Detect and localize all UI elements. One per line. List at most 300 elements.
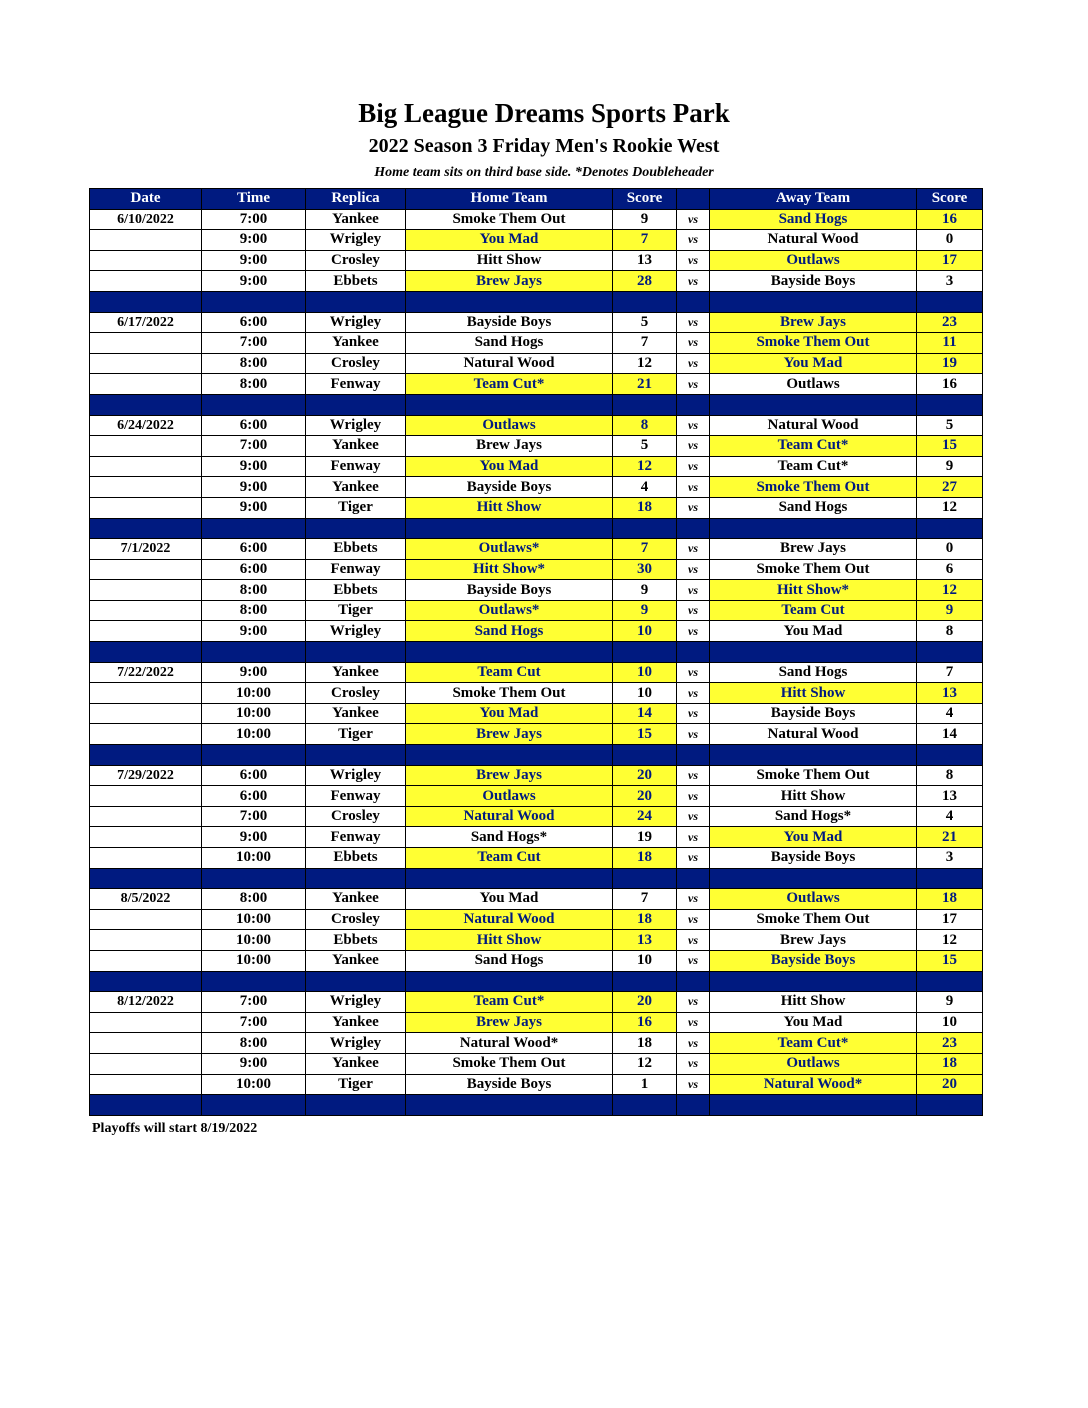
vs-label: vs — [677, 539, 710, 560]
game-row — [90, 580, 983, 601]
game-replica: Yankee — [306, 209, 406, 230]
separator-cell — [406, 745, 613, 766]
away-score: 9 — [917, 992, 983, 1013]
game-row — [90, 703, 983, 724]
game-replica: Wrigley — [306, 621, 406, 642]
vs-label: vs — [677, 477, 710, 498]
header-row — [90, 189, 983, 210]
home-team: Natural Wood — [406, 806, 613, 827]
away-score: 8 — [917, 621, 983, 642]
away-team: Sand Hogs — [710, 497, 917, 518]
home-score: 9 — [613, 600, 677, 621]
game-replica: Crosley — [306, 683, 406, 704]
game-row — [90, 724, 983, 745]
game-time: 10:00 — [202, 950, 306, 971]
away-score: 4 — [917, 703, 983, 724]
game-row — [90, 786, 983, 807]
game-time: 6:00 — [202, 559, 306, 580]
away-team: Outlaws — [710, 1053, 917, 1074]
away-team: Outlaws — [710, 374, 917, 395]
separator-cell — [917, 868, 983, 889]
home-team: Smoke Them Out — [406, 1053, 613, 1074]
away-score: 12 — [917, 580, 983, 601]
game-date — [90, 1074, 202, 1095]
separator-cell — [917, 518, 983, 539]
separator-cell — [677, 868, 710, 889]
home-score: 15 — [613, 724, 677, 745]
home-team: Sand Hogs — [406, 333, 613, 354]
game-date — [90, 353, 202, 374]
home-score: 13 — [613, 250, 677, 271]
separator-cell — [90, 868, 202, 889]
home-team: Bayside Boys — [406, 580, 613, 601]
game-time: 8:00 — [202, 1033, 306, 1054]
game-date — [90, 333, 202, 354]
col-date: Date — [90, 189, 202, 210]
away-score: 20 — [917, 1074, 983, 1095]
game-replica: Yankee — [306, 477, 406, 498]
separator-cell — [202, 868, 306, 889]
vs-label: vs — [677, 703, 710, 724]
game-date — [90, 497, 202, 518]
week-separator — [90, 1095, 983, 1116]
game-date — [90, 827, 202, 848]
home-score: 10 — [613, 683, 677, 704]
game-time: 6:00 — [202, 312, 306, 333]
home-score: 8 — [613, 415, 677, 436]
game-row — [90, 621, 983, 642]
home-score: 18 — [613, 848, 677, 869]
home-team: You Mad — [406, 456, 613, 477]
game-replica: Yankee — [306, 1012, 406, 1033]
separator-cell — [613, 642, 677, 663]
schedule-body — [90, 209, 983, 1115]
game-date: 8/12/2022 — [90, 992, 202, 1013]
away-score: 19 — [917, 353, 983, 374]
separator-cell — [613, 518, 677, 539]
home-team: Sand Hogs — [406, 950, 613, 971]
game-row — [90, 806, 983, 827]
home-team: Team Cut* — [406, 992, 613, 1013]
separator-cell — [90, 642, 202, 663]
game-time: 8:00 — [202, 600, 306, 621]
away-score: 13 — [917, 786, 983, 807]
col-away-team: Away Team — [710, 189, 917, 210]
separator-cell — [406, 291, 613, 312]
away-team: Natural Wood — [710, 230, 917, 251]
game-replica: Ebbets — [306, 271, 406, 292]
home-team: Brew Jays — [406, 271, 613, 292]
game-row — [90, 1012, 983, 1033]
home-score: 30 — [613, 559, 677, 580]
game-time: 8:00 — [202, 580, 306, 601]
separator-cell — [202, 745, 306, 766]
separator-cell — [613, 1095, 677, 1116]
game-time: 9:00 — [202, 497, 306, 518]
separator-cell — [677, 642, 710, 663]
game-date — [90, 950, 202, 971]
separator-cell — [710, 291, 917, 312]
away-score: 3 — [917, 271, 983, 292]
game-replica: Crosley — [306, 353, 406, 374]
game-row — [90, 353, 983, 374]
separator-cell — [677, 518, 710, 539]
home-team: Natural Wood — [406, 353, 613, 374]
separator-cell — [710, 1095, 917, 1116]
separator-cell — [406, 868, 613, 889]
away-score: 14 — [917, 724, 983, 745]
game-date — [90, 600, 202, 621]
vs-label: vs — [677, 909, 710, 930]
separator-cell — [917, 971, 983, 992]
home-score: 9 — [613, 580, 677, 601]
away-team: Bayside Boys — [710, 703, 917, 724]
separator-cell — [613, 868, 677, 889]
game-replica: Tiger — [306, 600, 406, 621]
home-score: 10 — [613, 621, 677, 642]
vs-label: vs — [677, 559, 710, 580]
away-score: 5 — [917, 415, 983, 436]
game-row — [90, 477, 983, 498]
game-date: 8/5/2022 — [90, 889, 202, 910]
separator-cell — [406, 1095, 613, 1116]
game-date — [90, 230, 202, 251]
game-time: 7:00 — [202, 806, 306, 827]
home-team: You Mad — [406, 703, 613, 724]
playoffs-note: Playoffs will start 8/19/2022 — [92, 1121, 258, 1136]
game-replica: Yankee — [306, 662, 406, 683]
game-replica: Yankee — [306, 436, 406, 457]
week-separator — [90, 868, 983, 889]
vs-label: vs — [677, 889, 710, 910]
game-time: 8:00 — [202, 889, 306, 910]
game-replica: Crosley — [306, 250, 406, 271]
game-row — [90, 456, 983, 477]
game-row — [90, 1053, 983, 1074]
vs-label: vs — [677, 415, 710, 436]
away-team: Smoke Them Out — [710, 559, 917, 580]
separator-cell — [90, 291, 202, 312]
away-team: You Mad — [710, 353, 917, 374]
game-date — [90, 909, 202, 930]
game-replica: Crosley — [306, 806, 406, 827]
home-team: You Mad — [406, 889, 613, 910]
away-team: Bayside Boys — [710, 950, 917, 971]
separator-cell — [306, 1095, 406, 1116]
separator-cell — [202, 518, 306, 539]
vs-label: vs — [677, 848, 710, 869]
week-separator — [90, 518, 983, 539]
game-row — [90, 333, 983, 354]
game-row — [90, 600, 983, 621]
game-time: 10:00 — [202, 909, 306, 930]
separator-cell — [613, 971, 677, 992]
vs-label: vs — [677, 456, 710, 477]
game-time: 8:00 — [202, 374, 306, 395]
home-team: Team Cut — [406, 848, 613, 869]
away-team: Natural Wood* — [710, 1074, 917, 1095]
vs-label: vs — [677, 1033, 710, 1054]
separator-cell — [202, 394, 306, 415]
week-separator — [90, 642, 983, 663]
game-replica: Yankee — [306, 1053, 406, 1074]
separator-cell — [306, 291, 406, 312]
away-score: 18 — [917, 889, 983, 910]
away-score: 17 — [917, 909, 983, 930]
game-replica: Yankee — [306, 889, 406, 910]
home-team-note: Home team sits on third base side. *Denotes Doubleheader — [374, 165, 714, 180]
away-score: 15 — [917, 436, 983, 457]
game-row — [90, 930, 983, 951]
vs-label: vs — [677, 827, 710, 848]
game-date — [90, 806, 202, 827]
home-score: 7 — [613, 539, 677, 560]
separator-cell — [306, 642, 406, 663]
vs-label: vs — [677, 1053, 710, 1074]
game-date — [90, 580, 202, 601]
game-date: 6/17/2022 — [90, 312, 202, 333]
vs-label: vs — [677, 950, 710, 971]
game-time: 10:00 — [202, 703, 306, 724]
separator-cell — [202, 291, 306, 312]
game-replica: Ebbets — [306, 930, 406, 951]
separator-cell — [677, 394, 710, 415]
home-score: 13 — [613, 930, 677, 951]
away-team: Sand Hogs* — [710, 806, 917, 827]
separator-cell — [90, 971, 202, 992]
game-row — [90, 230, 983, 251]
separator-cell — [306, 868, 406, 889]
game-time: 7:00 — [202, 333, 306, 354]
col-home-score: Score — [613, 189, 677, 210]
home-team: Brew Jays — [406, 765, 613, 786]
game-row — [90, 909, 983, 930]
home-score: 16 — [613, 1012, 677, 1033]
game-time: 9:00 — [202, 662, 306, 683]
separator-cell — [202, 642, 306, 663]
away-team: Team Cut* — [710, 436, 917, 457]
week-separator — [90, 971, 983, 992]
game-replica: Yankee — [306, 950, 406, 971]
vs-label: vs — [677, 271, 710, 292]
game-date — [90, 271, 202, 292]
away-score: 16 — [917, 209, 983, 230]
home-score: 7 — [613, 889, 677, 910]
game-time: 9:00 — [202, 271, 306, 292]
vs-label: vs — [677, 1012, 710, 1033]
vs-label: vs — [677, 930, 710, 951]
home-team: Brew Jays — [406, 436, 613, 457]
separator-cell — [90, 518, 202, 539]
game-time: 10:00 — [202, 848, 306, 869]
game-replica: Tiger — [306, 1074, 406, 1095]
separator-cell — [306, 971, 406, 992]
home-score: 18 — [613, 909, 677, 930]
vs-label: vs — [677, 209, 710, 230]
separator-cell — [202, 971, 306, 992]
game-row — [90, 992, 983, 1013]
vs-label: vs — [677, 497, 710, 518]
away-team: Smoke Them Out — [710, 333, 917, 354]
home-team: Brew Jays — [406, 1012, 613, 1033]
away-team: Natural Wood — [710, 724, 917, 745]
away-team: Hitt Show — [710, 786, 917, 807]
separator-cell — [917, 642, 983, 663]
game-replica: Wrigley — [306, 230, 406, 251]
game-date — [90, 703, 202, 724]
game-time: 8:00 — [202, 353, 306, 374]
home-score: 1 — [613, 1074, 677, 1095]
home-score: 7 — [613, 230, 677, 251]
game-row — [90, 950, 983, 971]
game-replica: Wrigley — [306, 415, 406, 436]
separator-cell — [710, 745, 917, 766]
away-team: Team Cut* — [710, 1033, 917, 1054]
col-away-score: Score — [917, 189, 983, 210]
game-time: 9:00 — [202, 250, 306, 271]
away-team: Brew Jays — [710, 312, 917, 333]
home-score: 19 — [613, 827, 677, 848]
home-score: 20 — [613, 765, 677, 786]
home-score: 12 — [613, 353, 677, 374]
game-row — [90, 250, 983, 271]
vs-label: vs — [677, 724, 710, 745]
separator-cell — [613, 394, 677, 415]
away-team: Brew Jays — [710, 539, 917, 560]
away-score: 16 — [917, 374, 983, 395]
game-date — [90, 683, 202, 704]
game-row — [90, 1074, 983, 1095]
home-team: Smoke Them Out — [406, 209, 613, 230]
away-score: 6 — [917, 559, 983, 580]
home-score: 5 — [613, 436, 677, 457]
game-date — [90, 477, 202, 498]
separator-cell — [710, 868, 917, 889]
game-time: 6:00 — [202, 765, 306, 786]
vs-label: vs — [677, 1074, 710, 1095]
away-team: Team Cut* — [710, 456, 917, 477]
away-score: 13 — [917, 683, 983, 704]
away-score: 9 — [917, 600, 983, 621]
game-replica: Ebbets — [306, 580, 406, 601]
away-team: Sand Hogs — [710, 662, 917, 683]
week-separator — [90, 394, 983, 415]
separator-cell — [917, 745, 983, 766]
game-date: 7/29/2022 — [90, 765, 202, 786]
away-team: Smoke Them Out — [710, 765, 917, 786]
game-time: 9:00 — [202, 230, 306, 251]
game-replica: Fenway — [306, 374, 406, 395]
separator-cell — [90, 745, 202, 766]
week-separator — [90, 745, 983, 766]
game-date — [90, 436, 202, 457]
away-team: Hitt Show — [710, 683, 917, 704]
game-date — [90, 456, 202, 477]
home-score: 7 — [613, 333, 677, 354]
away-score: 0 — [917, 539, 983, 560]
game-replica: Wrigley — [306, 992, 406, 1013]
separator-cell — [613, 291, 677, 312]
game-time: 9:00 — [202, 621, 306, 642]
col-time: Time — [202, 189, 306, 210]
game-replica: Tiger — [306, 497, 406, 518]
away-score: 27 — [917, 477, 983, 498]
game-time: 10:00 — [202, 930, 306, 951]
game-row — [90, 539, 983, 560]
home-team: Outlaws* — [406, 539, 613, 560]
vs-label: vs — [677, 374, 710, 395]
home-team: Outlaws — [406, 786, 613, 807]
away-score: 9 — [917, 456, 983, 477]
home-team: Bayside Boys — [406, 477, 613, 498]
game-time: 10:00 — [202, 724, 306, 745]
col-home-team: Home Team — [406, 189, 613, 210]
separator-cell — [710, 971, 917, 992]
away-team: Smoke Them Out — [710, 909, 917, 930]
game-date — [90, 1012, 202, 1033]
away-score: 10 — [917, 1012, 983, 1033]
game-replica: Ebbets — [306, 848, 406, 869]
game-time: 7:00 — [202, 436, 306, 457]
away-score: 3 — [917, 848, 983, 869]
vs-label: vs — [677, 580, 710, 601]
away-team: Bayside Boys — [710, 271, 917, 292]
vs-label: vs — [677, 250, 710, 271]
away-team: Outlaws — [710, 250, 917, 271]
away-team: Brew Jays — [710, 930, 917, 951]
separator-cell — [202, 1095, 306, 1116]
home-score: 4 — [613, 477, 677, 498]
game-time: 7:00 — [202, 992, 306, 1013]
game-replica: Fenway — [306, 559, 406, 580]
game-row — [90, 209, 983, 230]
game-date — [90, 1053, 202, 1074]
away-score: 23 — [917, 1033, 983, 1054]
separator-cell — [710, 394, 917, 415]
home-team: Hitt Show — [406, 497, 613, 518]
away-score: 7 — [917, 662, 983, 683]
separator-cell — [306, 394, 406, 415]
away-team: Smoke Them Out — [710, 477, 917, 498]
game-replica: Tiger — [306, 724, 406, 745]
home-score: 20 — [613, 786, 677, 807]
home-score: 12 — [613, 456, 677, 477]
home-team: Hitt Show* — [406, 559, 613, 580]
game-row — [90, 497, 983, 518]
away-team: Outlaws — [710, 889, 917, 910]
vs-label: vs — [677, 786, 710, 807]
home-team: Bayside Boys — [406, 1074, 613, 1095]
away-score: 8 — [917, 765, 983, 786]
home-team: Outlaws* — [406, 600, 613, 621]
game-date — [90, 559, 202, 580]
game-time: 6:00 — [202, 415, 306, 436]
game-row — [90, 415, 983, 436]
separator-cell — [677, 971, 710, 992]
home-score: 10 — [613, 662, 677, 683]
vs-label: vs — [677, 683, 710, 704]
week-separator — [90, 291, 983, 312]
vs-label: vs — [677, 765, 710, 786]
game-date: 6/24/2022 — [90, 415, 202, 436]
game-replica: Fenway — [306, 456, 406, 477]
away-team: Natural Wood — [710, 415, 917, 436]
col-replica: Replica — [306, 189, 406, 210]
game-time: 7:00 — [202, 209, 306, 230]
home-team: Hitt Show — [406, 250, 613, 271]
game-replica: Yankee — [306, 703, 406, 724]
home-team: Bayside Boys — [406, 312, 613, 333]
